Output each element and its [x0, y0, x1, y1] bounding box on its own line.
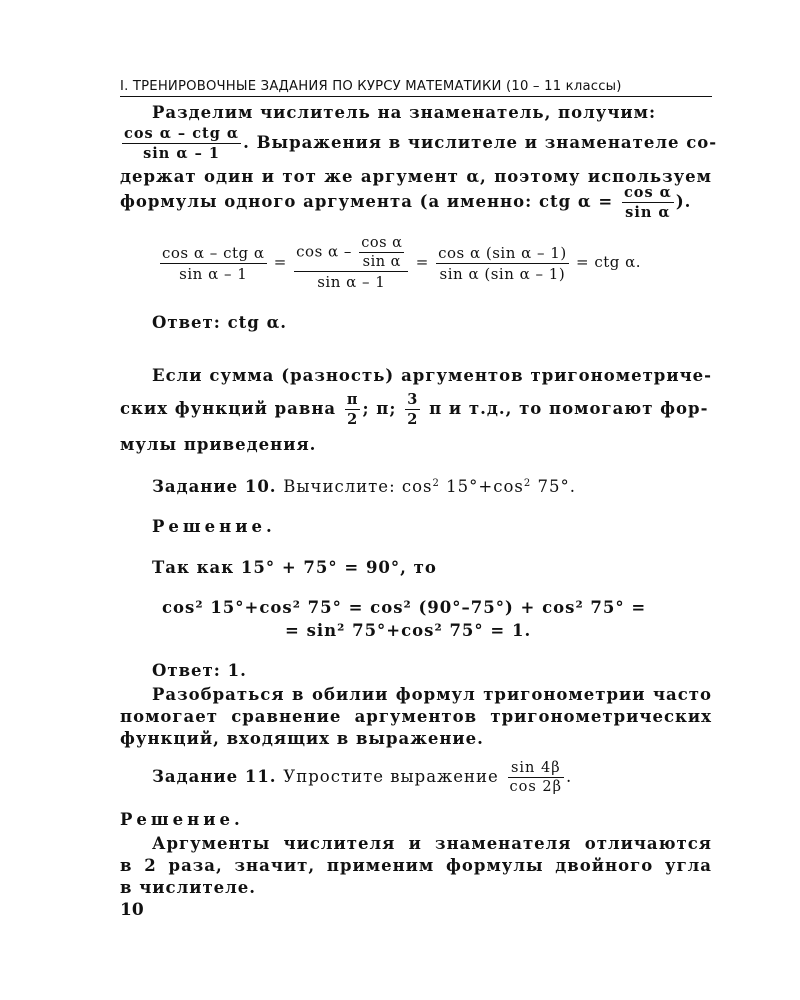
ctg-fraction-denominator: sin α [622, 202, 674, 221]
three-denominator: 2 [407, 411, 419, 428]
equation-fraction-3-numerator: cos α (sin α – 1) [438, 243, 567, 262]
equation-fraction-2-numerator [294, 235, 408, 271]
task11-fraction-denominator: cos 2β [509, 779, 563, 795]
three-over-2-fraction [405, 391, 420, 428]
task10-since: Так как 15° + 75° = 90°, то [152, 558, 437, 577]
rule2-line-3: функций, входящих в выражение. [120, 729, 484, 748]
rule1-line-2 [120, 391, 708, 428]
task11-text: Упростите выражение [283, 767, 499, 786]
three-numerator: 3 [407, 391, 419, 408]
intro-line-4-text: формулы одного аргумента (а именно: ctg α = [120, 192, 614, 211]
equation-fraction-1-numerator: cos α – ctg α [162, 243, 265, 262]
intro-line-2 [120, 125, 717, 162]
equation-fraction-2 [294, 235, 408, 291]
ctg-fraction [622, 184, 674, 221]
rule1-line-2-c: π и т.д., то помогают фор- [429, 399, 709, 418]
equals-sign-2: = [415, 253, 429, 271]
task10-sup-1: 2 [432, 478, 440, 489]
equation-inner-numerator: cos α [361, 235, 403, 251]
equation-inner-fraction [359, 235, 404, 270]
intro-line-1: Разделим числитель на знаменатель, получим: [152, 103, 657, 122]
ctg-fraction-numerator: cos α [623, 184, 672, 201]
pi-numerator: π [346, 391, 359, 408]
task11-statement [120, 760, 572, 795]
rule2-line-1: Разобраться в обилии формул тригонометрии часто [152, 685, 712, 704]
task10-end: 75°. [531, 477, 576, 496]
equation-fraction-1-denominator: sin α – 1 [160, 263, 267, 283]
intro-line-3: держат один и тот же аргумент α, поэтому используем [120, 167, 712, 186]
equals-sign-1: = [273, 253, 287, 271]
task10-mid: 15°+cos [439, 477, 524, 496]
task11-end: . [566, 767, 573, 786]
rule2-line-2: помогает сравнение аргументов тригонометрических [120, 707, 712, 726]
task10-sup-2: 2 [523, 478, 532, 489]
task10-label: Задание 10. [152, 477, 277, 496]
task10-equation-line-2: = sin² 75°+cos² 75° = 1. [285, 621, 532, 640]
task10-answer: Ответ: 1. [152, 661, 247, 680]
intro-line-4-end: ). [675, 192, 692, 211]
equation-fraction-1 [160, 244, 267, 283]
rule1-line-2-b: ; π; [362, 399, 397, 418]
task11-line-1: Аргументы числителя и знаменателя отличаются [152, 834, 712, 853]
rule1-line-2-a: ских функций равна [120, 399, 337, 418]
book-page [120, 0, 718, 1000]
equation-fraction-3 [436, 244, 569, 283]
equation-result: = ctg α. [575, 253, 642, 271]
pi-denominator: 2 [345, 409, 361, 428]
intro-fraction-denominator: sin α – 1 [122, 143, 241, 162]
task11-line-3: в числителе. [120, 878, 257, 897]
task10-statement [120, 477, 576, 496]
intro-fraction [122, 125, 241, 162]
intro-line-2-text: . Выражения в числителе и знаменателе со- [243, 133, 718, 152]
running-title: I. ТРЕНИРОВОЧНЫЕ ЗАДАНИЯ ПО КУРСУ МАТЕМАТИКИ (10 – 11 классы) [120, 79, 622, 94]
answer-1: Ответ: ctg α. [152, 313, 288, 332]
equation-fraction-3-denominator: sin α (sin α – 1) [436, 263, 569, 283]
intro-fraction-numerator: cos α – ctg α [124, 125, 240, 142]
rule1-line-3: мулы приведения. [120, 435, 317, 454]
header-rule [120, 96, 712, 97]
equation-inner-denominator: sin α [359, 252, 404, 270]
rule1-line-1: Если сумма (разность) аргументов тригонометриче- [152, 366, 712, 385]
task11-line-2: в 2 раза, значит, применим формулы двойного угла [120, 856, 712, 875]
page-number: 10 [120, 900, 144, 920]
main-equation [158, 235, 641, 291]
task11-label: Задание 11. [152, 767, 277, 786]
task10-text: Вычислите: cos [283, 477, 433, 496]
equation-fraction-2-denominator: sin α – 1 [294, 271, 408, 291]
task11-fraction [508, 760, 565, 795]
pi-over-2-fraction [345, 391, 361, 428]
task11-fraction-numerator: sin 4β [510, 760, 561, 776]
equation-fraction-2-prefix: cos α – [296, 242, 352, 261]
task11-solution-label: Решение. [120, 810, 244, 829]
intro-line-4 [120, 184, 691, 221]
task10-solution-label: Решение. [152, 517, 276, 536]
task10-equation-line-1: cos² 15°+cos² 75° = cos² (90°–75°) + cos² 75° = [162, 598, 647, 617]
